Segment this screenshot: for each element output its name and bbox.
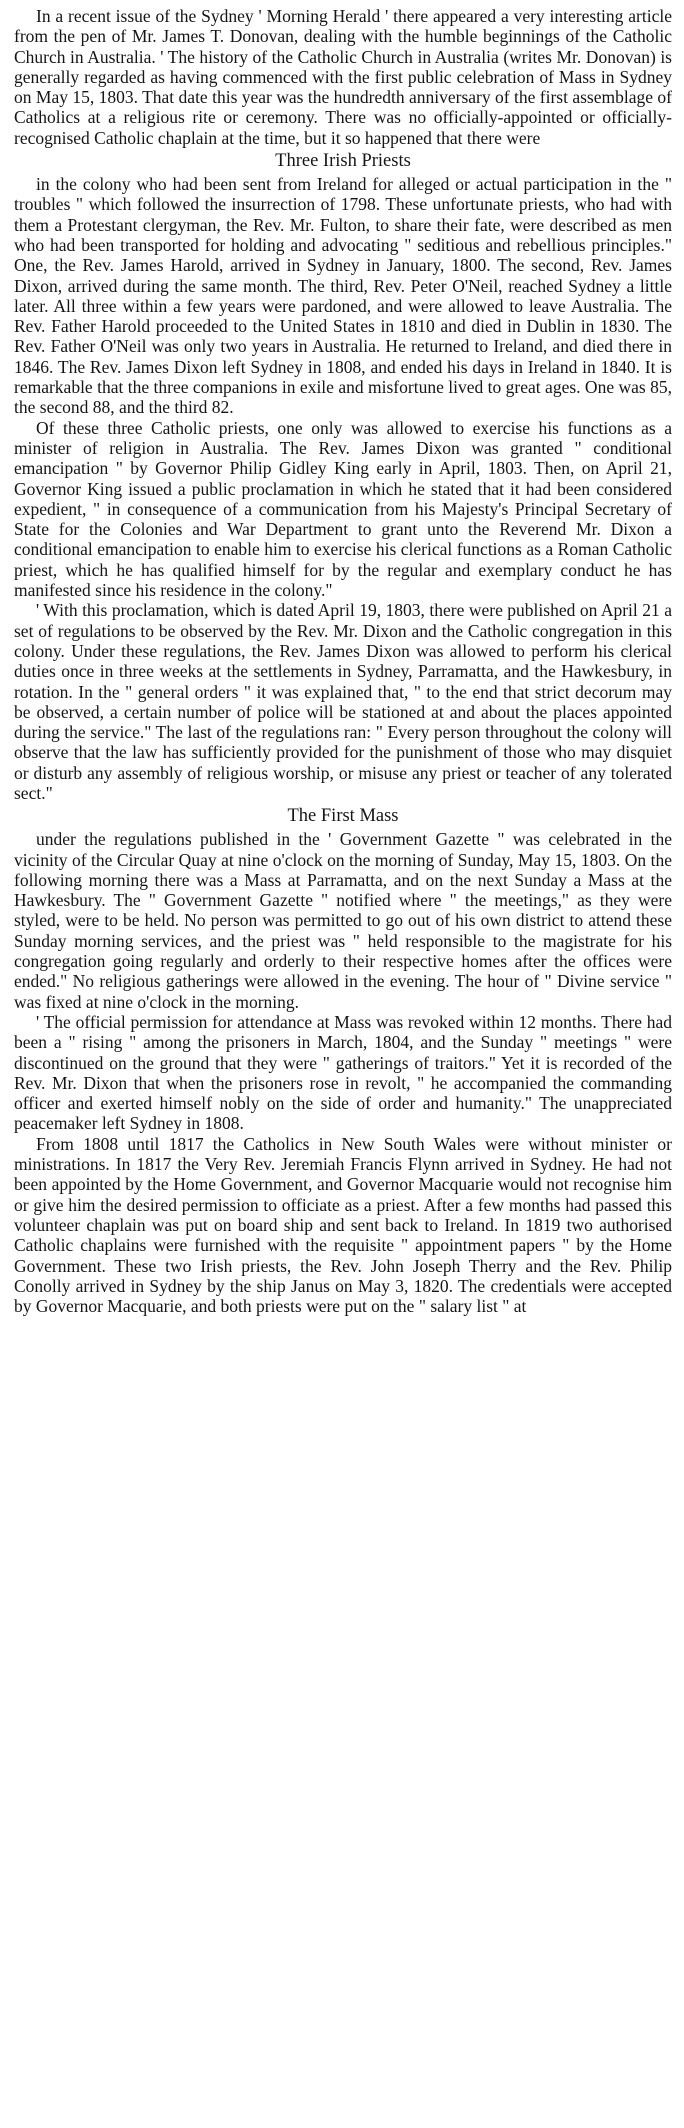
- paragraph-1808-1817: From 1808 until 1817 the Catholics in New South Wales were without minister or ministrations. In 1817 the Very Rev. Jeremiah Francis Flynn arrived in Sydney. He had not been appointed by the Home Government, and Governor Macquarie would not recognise him or give him the desired permission to officiate as a priest. After a few months had passed this volunteer chaplain was put on board ship and sent back to Ireland. In 1819 two authorised Catholic chaplains were furnished with the requisite " appointment papers " by the Home Government. These two Irish priests, the Rev. John Joseph Therry and the Rev. Philip Conolly arrived in Sydney by the ship Janus on May 3, 1820. The credentials were accepted by Governor Macquarie, and both priests were put on the " salary list " at: [14, 1133, 672, 1317]
- subheading-three-irish-priests: Three Irish Priests: [275, 151, 411, 172]
- paragraph-permission-revoked: ' The official permission for attendance at Mass was revoked within 12 months. There had been a " rising " among the prisoners in March, 1804, and the Sunday " meetings " were discontinued on the ground that they were " gatherings of traitors." Yet it is recorded of the Rev. Mr. Dixon that when the prisoners rose in revolt, " he accompanied the commanding officer and exerted himself nobly on the side of order and humanity." The unappreciated peacemaker left Sydney in 1808.: [14, 1011, 672, 1134]
- paragraph-three-priests: in the colony who had been sent from Ireland for alleged or actual participation in the " troubles " which followed the insurrection of 1798. These unfortunate priests, who had with them a Protestant clergyman, the Rev. Mr. Fulton, to share their fate, were described as men who had been transported for holding and advocating " seditious and rebellious principles." One, the Rev. James Harold, arrived in Sydney in January, 1800. The second, Rev. James Dixon, arrived during the same month. The third, Rev. Peter O'Neil, reached Sydney a little later. All three within a few years were pardoned, and were allowed to leave Australia. The Rev. Father Harold proceeded to the United States in 1810 and died in Dublin in 1830. The Rev. Father O'Neil was only two years in Australia. He returned to Ireland, and died there in 1846. The Rev. James Dixon left Sydney in 1808, and ended his days in Ireland in 1840. It is remarkable that the three companions in exile and misfortune lived to great ages. One was 85, the second 88, and the third 82.: [14, 174, 672, 418]
- paragraph-regulations: ' With this proclamation, which is dated April 19, 1803, there were published on April 21 a set of regulations to be observed by the Rev. Mr. Dixon and the Catholic congregation in this colony. Under these regulations, the Rev. James Dixon was allowed to perform his clerical duties once in three weeks at the settlements in Sydney, Parramatta, and the Hawkesbury, in rotation. In the " general orders " it was explained that, " to the end that strict decorum may be observed, a certain number of police will be stationed at and about the places appointed during the service." The last of the regulations ran: " Every person throughout the colony will observe that the law has sufficiently provided for the punishment of those who may disquiet or disturb any assembly of religious worship, or misuse any priest or teacher of any tolerated sect.": [14, 600, 672, 803]
- paragraph-intro: In a recent issue of the Sydney ' Morning Herald ' there appeared a very interesting article from the pen of Mr. James T. Donovan, dealing with the humble beginnings of the Catholic Church in Australia. ' The history of the Catholic Church in Australia (writes Mr. Donovan) is generally regarded as having commenced with the first public celebration of Mass in Sydney on May 15, 1803. That date this year was the hundredth anniversary of the first assemblage of Catholics at a religious rite or ceremony. There was no officially-appointed or officially-recognised Catholic chaplain at the time, but it so happened that there were: [14, 6, 672, 148]
- paragraph-first-mass: under the regulations published in the ' Government Gazette " was celebrated in the vicinity of the Circular Quay at nine o'clock on the morning of Sunday, May 15, 1803. On the following morning there was a Mass at Parramatta, and on the next Sunday a Mass at the Hawkesbury. The " Government Gazette " notified where " the meetings," as they were styled, were to be held. No person was permitted to go out of his own district to attend these Sunday morning services, and the priest was " held responsible to the magistrate for his congregation going regularly and orderly to their respective homes after the offices were ended." No religious gatherings were allowed in the evening. The hour of " Divine service " was fixed at nine o'clock in the morning.: [14, 829, 672, 1012]
- subheading-first-mass: The First Mass: [287, 806, 399, 827]
- paragraph-dixon-emancipation: Of these three Catholic priests, one only was allowed to exercise his functions as a minister of religion in Australia. The Rev. James Dixon was granted " conditional emancipation " by Governor Philip Gidley King early in April, 1803. Then, on April 21, Governor King issued a public proclamation in which he stated that it had been considered expedient, " in consequence of a communication from his Majesty's Principal Secretary of State for the Colonies and War Department to grant unto the Reverend Mr. Dixon a conditional emancipation to enable him to exercise his clerical functions as a Roman Catholic priest, which he has qualified himself for by the regular and exemplary conduct he has manifested since his residence in the colony.": [14, 417, 672, 601]
